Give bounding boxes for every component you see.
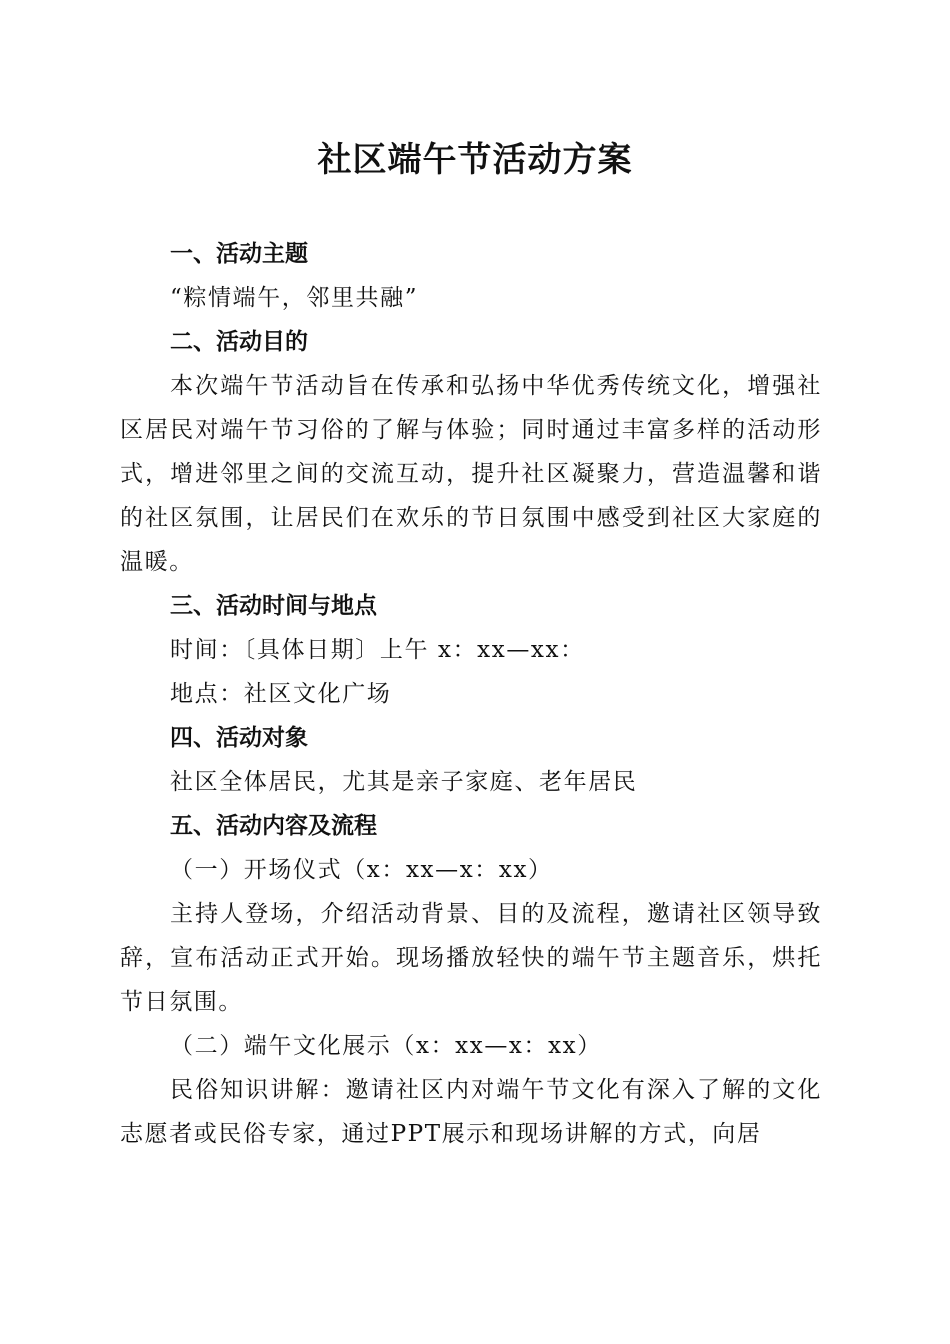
section-heading: 二、活动目的	[170, 329, 308, 355]
time-line: 时间：〔具体日期〕上午 x：xx—xx：	[170, 637, 585, 663]
section-content-flow	[120, 804, 822, 1156]
section-heading: 五、活动内容及流程	[170, 813, 377, 839]
subsection-opening	[120, 848, 822, 1024]
document-body	[120, 232, 822, 1156]
document-title: 社区端午节活动方案	[317, 140, 633, 180]
section-time-place	[120, 584, 822, 716]
section-audience	[120, 716, 822, 804]
section-heading: 四、活动对象	[170, 725, 308, 751]
section-purpose	[120, 320, 822, 584]
subsection-paragraph: 主持人登场，介绍活动背景、目的及流程，邀请社区领导致辞，宣布活动正式开始。现场播放轻快的端午节主题音乐，烘托节日氛围。	[120, 901, 822, 1015]
section-theme	[120, 232, 822, 320]
section-heading: 三、活动时间与地点	[170, 593, 377, 619]
section-paragraph: 本次端午节活动旨在传承和弘扬中华优秀传统文化，增强社区居民对端午节习俗的了解与体验；同时通过丰富多样的活动形式，增进邻里之间的交流互动，提升社区凝聚力，营造温馨和谐的社区氛围，让居民们在欢乐的节日氛围中感受到社区大家庭的温暖。	[120, 373, 822, 575]
subsection-culture-display	[120, 1024, 822, 1156]
section-heading: 一、活动主题	[170, 241, 308, 267]
subsection-heading: （二）端午文化展示（x：xx—x：xx）	[170, 1033, 602, 1059]
subsection-heading: （一）开场仪式（x：xx—x：xx）	[170, 857, 553, 883]
section-paragraph: 社区全体居民，尤其是亲子家庭、老年居民	[170, 769, 638, 795]
subsection-paragraph: 民俗知识讲解：邀请社区内对端午节文化有深入了解的文化志愿者或民俗专家，通过PPT展示和现场讲解的方式，向居	[120, 1077, 822, 1147]
section-paragraph: “粽情端午，邻里共融”	[170, 285, 419, 311]
place-line: 地点：社区文化广场	[170, 681, 392, 707]
